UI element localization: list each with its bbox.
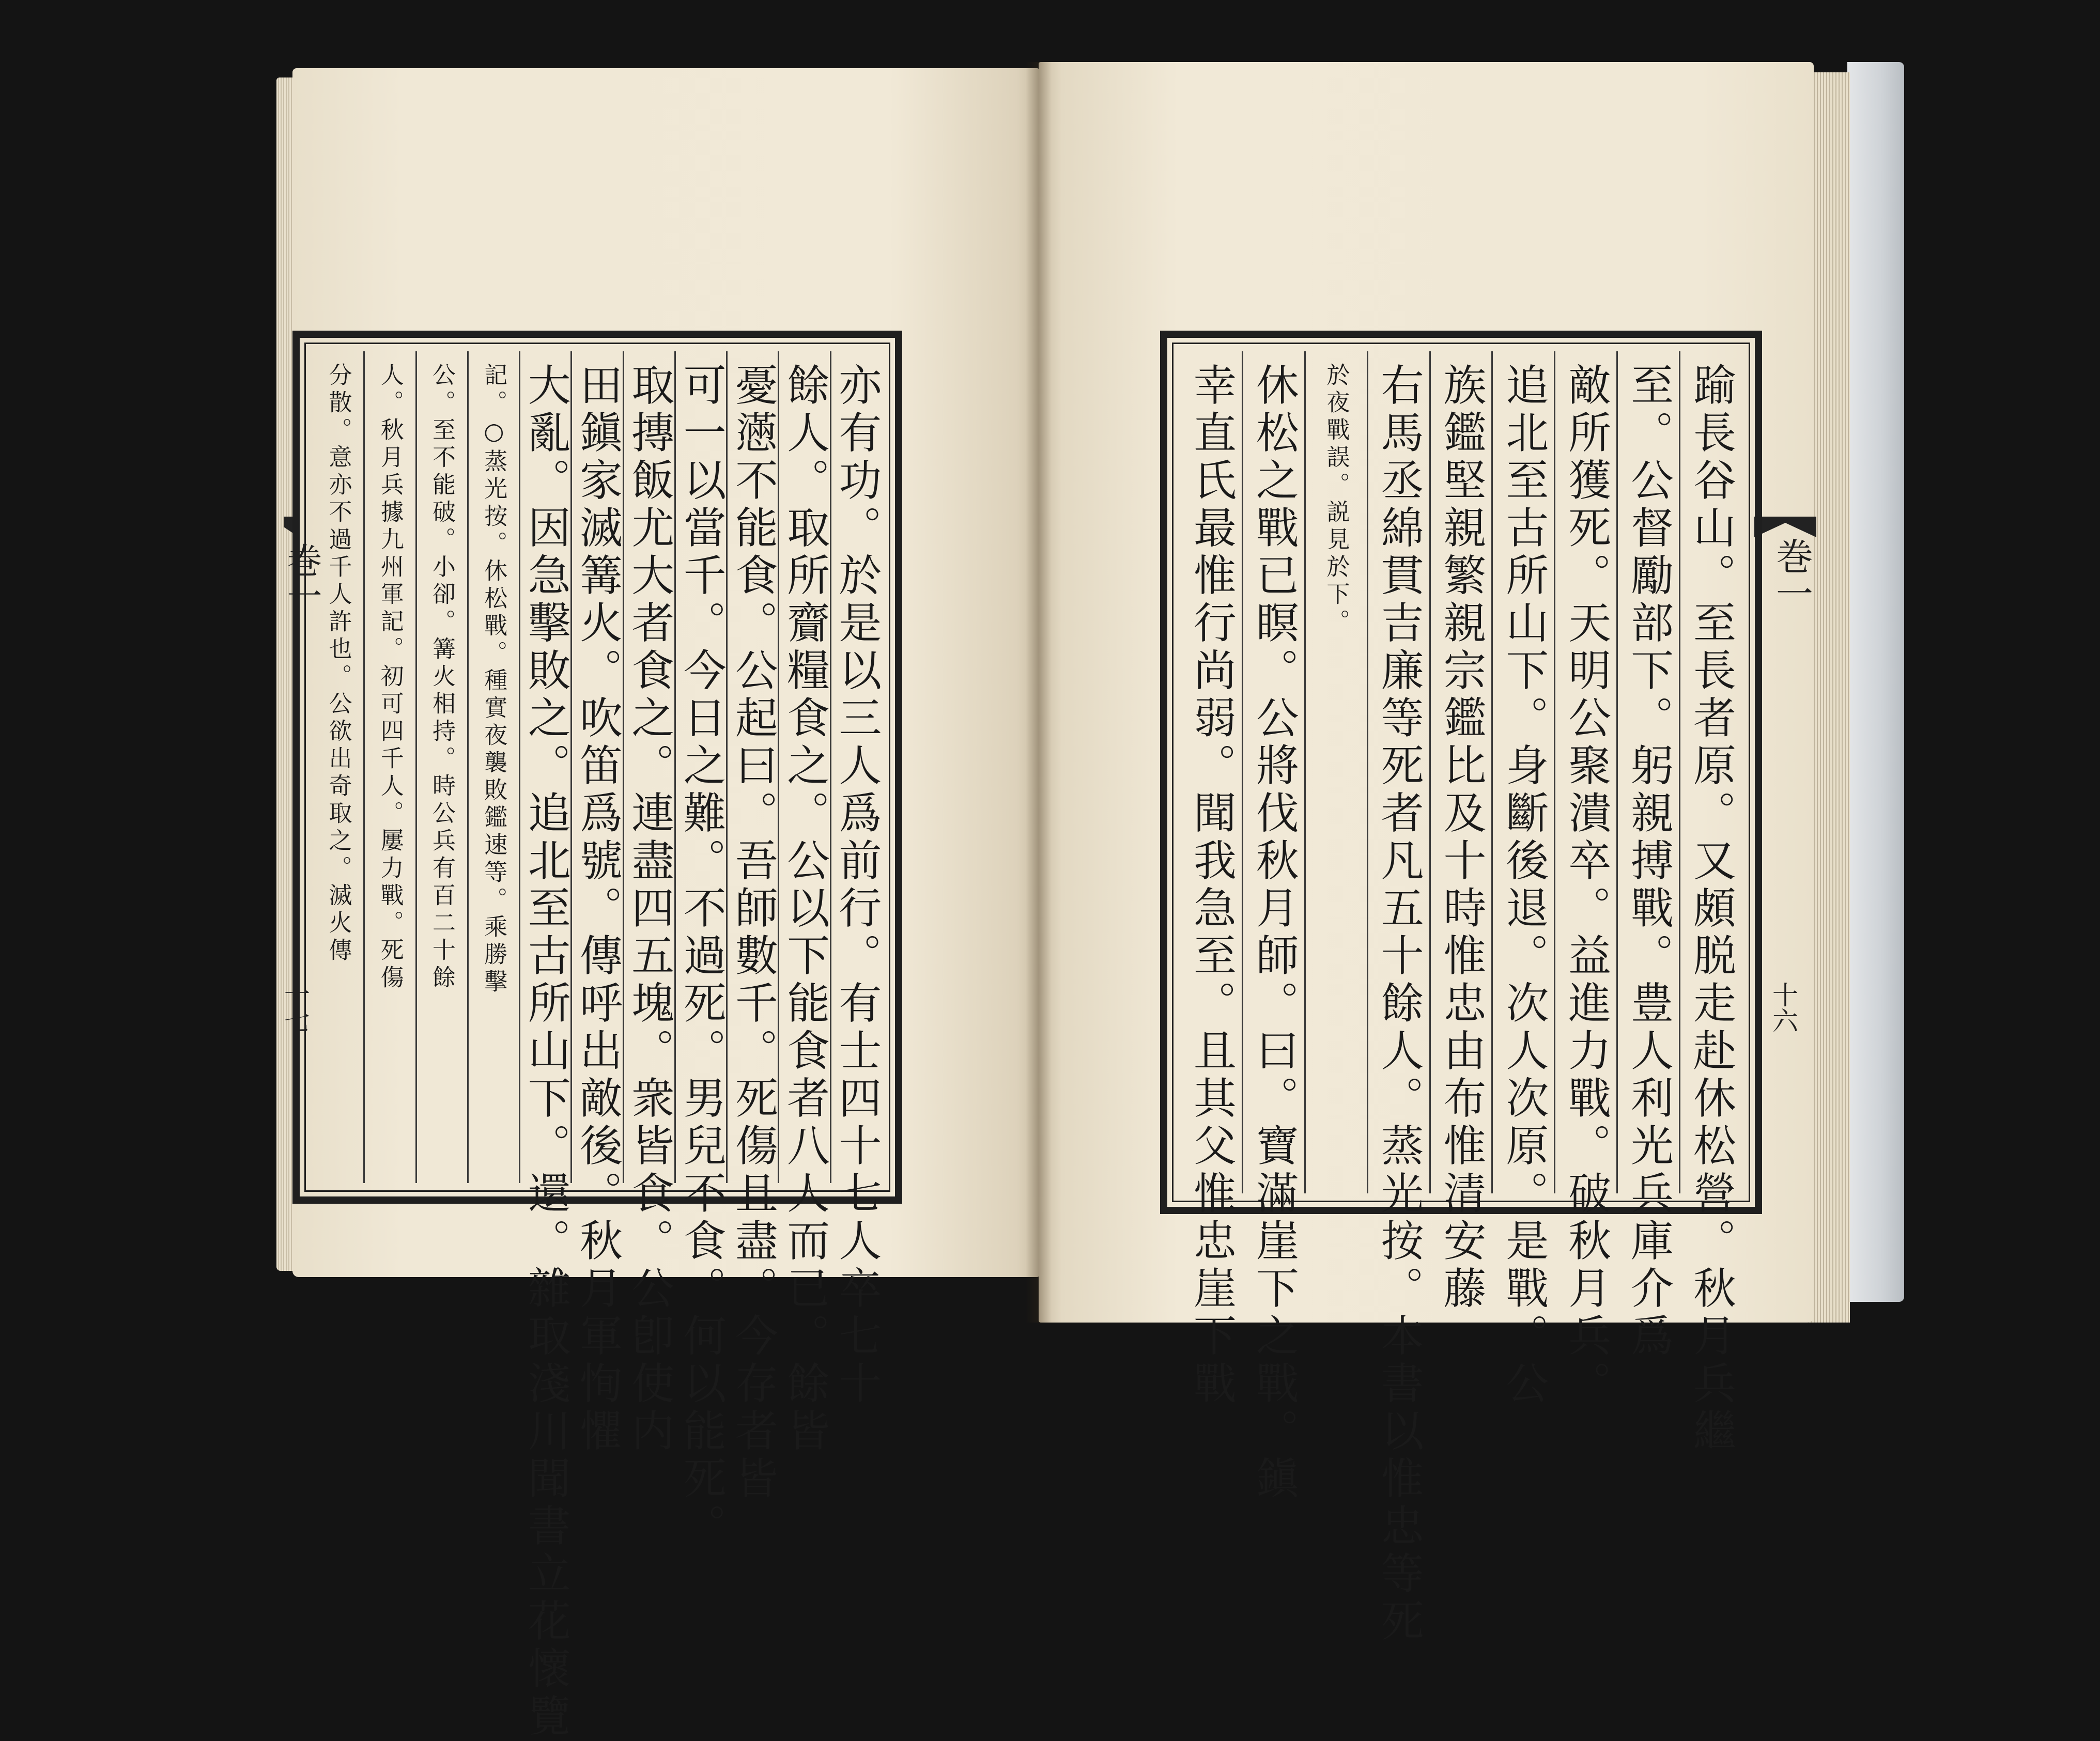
right-cover-board	[1847, 62, 1904, 1302]
column-text: 敵所獲死。天明公聚潰卒。益進力戰。破秋月兵。	[1561, 363, 1611, 1408]
text-column	[519, 351, 571, 1741]
column-text: 亦有功。於是以三人爲前行。有士四十七人卒七十	[831, 363, 882, 1408]
column-text: 人。秋月兵據九州軍記。初可四千人。屢力戰。死傷	[376, 363, 404, 992]
text-column	[313, 351, 363, 1183]
column-text: 休松之戰已瞑。公將伐秋月師。曰。寶滿崖下之戰。鎭	[1248, 363, 1299, 1503]
column-text: 大亂。因急擊敗之。追北至古所山下。還。雜取淺川聞書立花懷覽	[520, 363, 571, 1741]
column-text: 族鑑堅親繁親宗鑑比及十時惟忠由布惟清安藤	[1435, 363, 1486, 1313]
left-volume-label: 巻一	[281, 542, 322, 613]
column-text: 記。○蒸光按。休松戰。種實夜襲敗鑑速等。乘勝擊	[480, 363, 508, 997]
text-column	[830, 351, 882, 1408]
text-column	[1491, 351, 1554, 1408]
left-text-frame	[292, 331, 902, 1741]
right-page-number: 十六	[1768, 982, 1798, 1033]
right-volume-label: 巻一	[1770, 537, 1813, 612]
column-text: 公。至不能破。小卻。篝火相持。時公兵有百二十餘	[428, 363, 456, 992]
column-text: 追北至古所山下。身斷後退。次人次原。是戰。公	[1498, 363, 1549, 1408]
book-gutter	[1026, 62, 1052, 1323]
column-text: 餘人。取所齎糧食之。公以下能食者八人而已。餘皆	[779, 363, 830, 1456]
left-text-columns	[313, 351, 882, 1741]
text-column	[1679, 351, 1741, 1456]
column-text: 於夜戰誤。説見於下。	[1322, 363, 1350, 636]
column-text: 田鎭家滅篝火。吹笛爲號。傳呼出敵後。秋月軍恂懼	[572, 363, 623, 1456]
column-text: 取摶飯尤大者食之。連盡四五塊。衆皆食。公卽使内	[624, 363, 674, 1456]
column-text: 可一以當千。今日之難。不過死。男兒不食。何以能死。	[676, 363, 727, 1551]
right-text-columns	[1181, 351, 1741, 1646]
text-column	[1242, 351, 1304, 1503]
text-column	[1367, 351, 1429, 1646]
column-text: 分散。意亦不過千人許也。公欲出奇取之。滅火傳	[325, 363, 352, 965]
column-text: 右馬丞綿貫吉廉等死者凡五十餘人。蒸光按。本書以惟忠等死	[1373, 363, 1424, 1646]
text-column	[467, 351, 519, 1183]
text-column	[1304, 351, 1367, 1193]
text-column	[363, 351, 415, 1183]
text-column	[1554, 351, 1616, 1408]
text-column	[726, 351, 778, 1503]
text-column	[415, 351, 467, 1183]
text-column	[1429, 351, 1492, 1313]
text-column	[623, 351, 674, 1456]
column-text: 憂懣不能食。公起曰。吾師數千。死傷且盡。今存者皆	[728, 363, 778, 1503]
text-column	[1181, 351, 1242, 1408]
column-text: 幸直氏最惟行尚弱。聞我急至。且其父惟忠崖下戰	[1186, 363, 1237, 1408]
fish-tail-mark	[1754, 517, 1816, 537]
left-page-number: 十七	[280, 982, 310, 1033]
text-column	[778, 351, 830, 1456]
right-fold-column	[1754, 331, 1821, 1214]
text-column	[674, 351, 727, 1551]
column-text: 踰長谷山。至長者原。又頗脱走赴休松營。秋月兵繼	[1686, 363, 1736, 1456]
text-column	[570, 351, 623, 1456]
right-text-frame	[1160, 331, 1762, 1646]
text-column	[1616, 351, 1679, 1361]
column-text: 至。公督勵部下。躬親搏戰。豊人利光兵庫介爲	[1623, 363, 1674, 1361]
